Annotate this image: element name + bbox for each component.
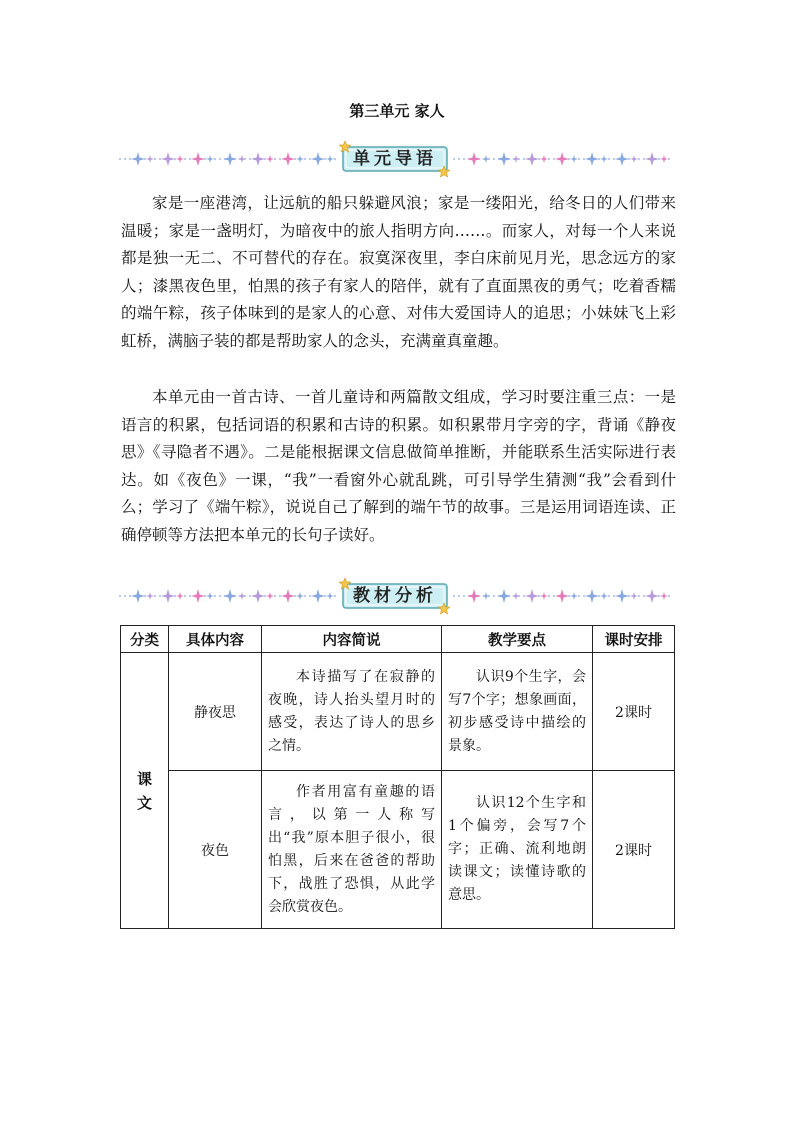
textbook-analysis-table bbox=[120, 625, 675, 929]
row-hours: 2课时 bbox=[593, 653, 675, 771]
category-cell bbox=[121, 653, 169, 929]
row-hours: 2课时 bbox=[593, 771, 675, 929]
row-content: 夜色 bbox=[169, 771, 262, 929]
page-title: 第三单元 家人 bbox=[349, 102, 445, 120]
intro-paragraph-2: 本单元由一首古诗、一首儿童诗和两篇散文组成，学习时要注重三点：一是语言的积累，包括词语的积累和古诗的积累。如积累带月字旁的字，背诵《静夜思》《寻隐者不遇》。二是能根据课文信息做简单推断，并能联系生活实际进行表达。如《夜色》一课，“我”一看窗外心就乱跳，可引导学生猜测“我”会看到什么；学习了《端午粽》，说说自己了解到的端午节的故事。三是运用词语连读、正确停顿等方法把本单元的长句子读好。 bbox=[121, 388, 676, 544]
header-teaching-points: 教学要点 bbox=[442, 626, 593, 653]
header-hours: 课时安排 bbox=[593, 626, 675, 653]
header-content: 具体内容 bbox=[169, 626, 262, 653]
table-row bbox=[121, 771, 675, 929]
row-teaching-points: 认识9个生字，会写7个字；想象画面，初步感受诗中描绘的景象。 bbox=[442, 653, 593, 771]
intro-banner-label: 单元导语 bbox=[353, 149, 437, 169]
row-summary: 本诗描写了在寂静的夜晚，诗人抬头望月时的感受，表达了诗人的思乡之情。 bbox=[262, 653, 442, 771]
row-summary: 作者用富有童趣的语言，以第一人称写出“我”原本胆子很小，很怕黑，后来在爸爸的帮助下，战胜了恐惧，从此学会欣赏夜色。 bbox=[262, 771, 442, 929]
row-content: 静夜思 bbox=[169, 653, 262, 771]
intro-paragraph-1: 家是一座港湾，让远航的船只躲避风浪；家是一缕阳光，给冬日的人们带来温暖；家是一盏明灯，为暗夜中的旅人指明方向……。而家人，对每一个人来说都是独一无二、不可替代的存在。寂寞深夜里，李白床前见月光，思念远方的家人；漆黑夜色里，怕黑的孩子有家人的陪伴，就有了直面黑夜的勇气；吃着香糯的端午粽，孩子体味到的是家人的心意、对伟大爱国诗人的追思；小妹妹飞上彩虹桥，满脑子装的都是帮助家人的念头，充满童真童趣。 bbox=[121, 194, 676, 350]
analysis-banner-label: 教材分析 bbox=[353, 586, 437, 606]
intro-banner bbox=[118, 139, 674, 179]
analysis-banner bbox=[118, 576, 674, 616]
header-category: 分类 bbox=[121, 626, 169, 653]
table-row bbox=[121, 653, 675, 771]
header-summary: 内容简说 bbox=[262, 626, 442, 653]
table-header-row bbox=[121, 626, 675, 653]
row-teaching-points: 认识12个生字和1个偏旁，会写7个字；正确、流利地朗读课文；读懂诗歌的意思。 bbox=[442, 771, 593, 929]
category-label: 课文 bbox=[136, 769, 152, 812]
